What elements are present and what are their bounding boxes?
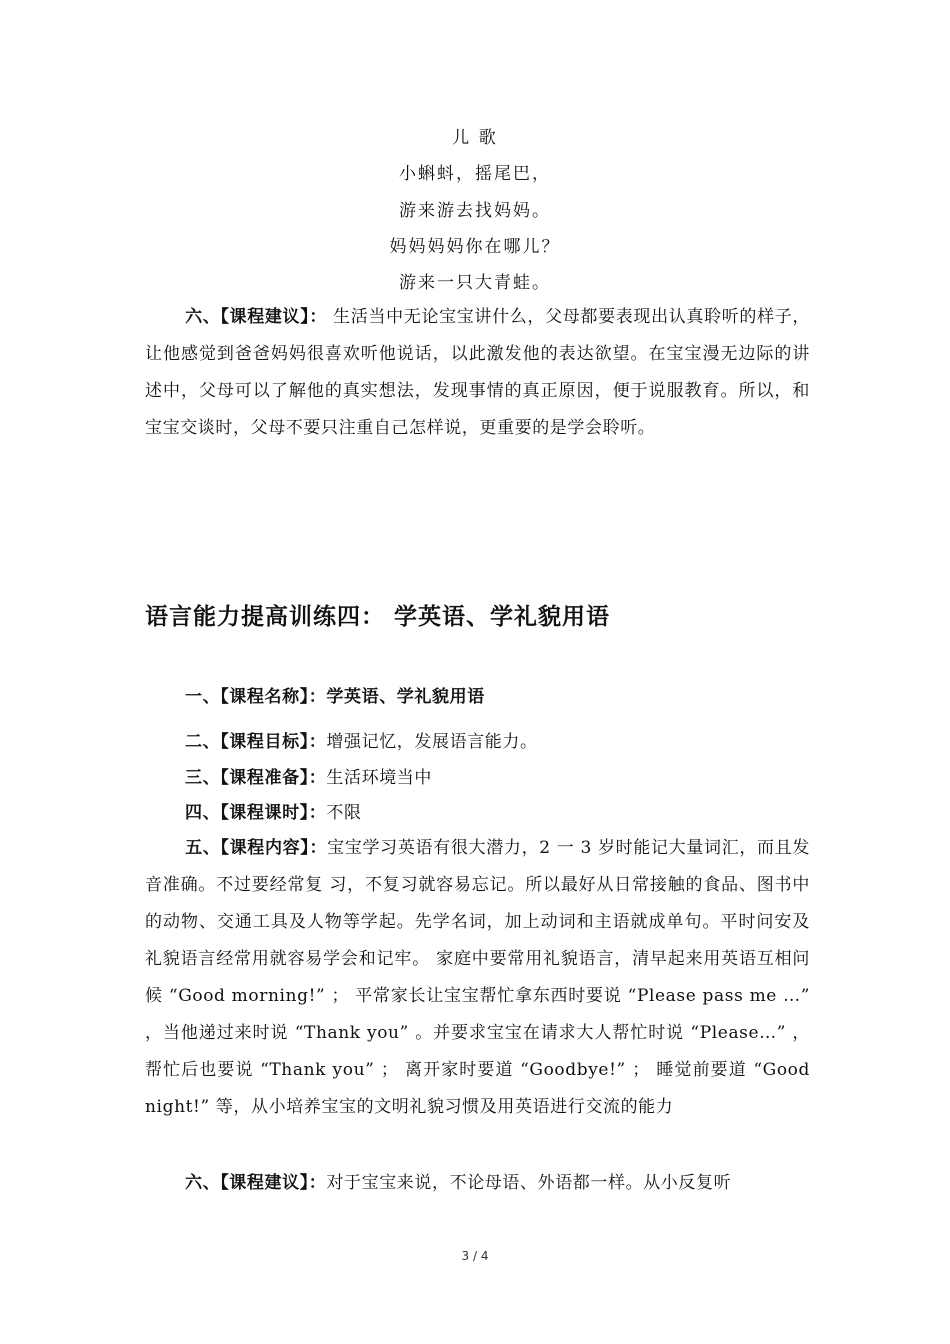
section-heading: 语言能力提高训练四： 学英语、学礼貌用语 [145, 603, 611, 630]
course-time-value: 不限 [326, 803, 362, 823]
course-prep-item [185, 767, 432, 789]
course-prep-value: 生活环境当中 [326, 768, 433, 788]
course-content-label: 五、【课程内容】： [185, 838, 328, 858]
prev-suggestion-paragraph [145, 299, 810, 447]
course-suggestion-item [185, 1172, 731, 1194]
course-time-item [185, 802, 362, 824]
poem-line: 妈妈妈妈你在哪儿？ [389, 237, 561, 257]
course-suggestion-text: 对于宝宝来说，不论母语、外语都一样。从小反复听 [326, 1173, 732, 1193]
prev-suggestion-label: 六、【课程建议】： [185, 307, 328, 327]
course-content-text: 宝宝学习英语有很大潜力，2 一 3 岁时能记大量词汇，而且发音准确。不过要经常复 习，不复习就容易忘记。所以最好从日常接触的食品、图书中的动物、交通工具及人物等学起。先学名词，加上动词和主语就成单句。平时问安及礼貌语言经常用就容易学会和记牢。 家庭中要常用礼貌语言，清早起来用英语互相问候 “Good morning!” ； 平常家长让宝宝帮忙拿东西时要说 “Please pass me …” ，当他递过来时说 “Thank you” 。并要求宝宝在请求大人帮忙时说 “Please…” ，帮忙后也要说 “Thank you” ； 离开家时要道 “Goodbye!” ； 睡觉前要道 “Good night!” 等，从小培养宝宝的文明礼貌习惯及用英语进行交流的能力 [145, 838, 811, 1117]
course-goal-label: 二、【课程目标】： [185, 732, 327, 752]
poem-line: 小蝌蚪，摇尾巴， [399, 164, 551, 184]
course-time-label: 四、【课程课时】： [185, 803, 327, 823]
course-name-item [185, 686, 485, 708]
course-goal-value: 增强记忆，发展语言能力。 [326, 732, 538, 752]
prev-suggestion-text: 生活当中无论宝宝讲什么，父母都要表现出认真聆听的样子，让他感觉到爸爸妈妈很喜欢听他说话，以此激发他的表达欲望。在宝宝漫无边际的讲述中，父母可以了解他的真实想法，发现事情的真正原因，便于说服教育。所以，和宝宝交谈时，父母不要只注重自己怎样说，更重要的是学会聆听。 [145, 307, 810, 438]
course-prep-label: 三、【课程准备】： [185, 768, 327, 788]
course-name-label: 一、【课程名称】： [185, 687, 327, 707]
poem-line: 游来一只大青蛙。 [399, 273, 551, 293]
poem-title: 儿 歌 [452, 128, 498, 148]
page-number: 3 / 4 [461, 1249, 489, 1263]
course-content-paragraph [145, 830, 810, 1126]
poem-line: 游来游去找妈妈。 [399, 201, 551, 221]
course-suggestion-label: 六、【课程建议】： [185, 1173, 327, 1193]
course-goal-item [185, 731, 538, 753]
course-name-value: 学英语、学礼貌用语 [326, 687, 485, 707]
